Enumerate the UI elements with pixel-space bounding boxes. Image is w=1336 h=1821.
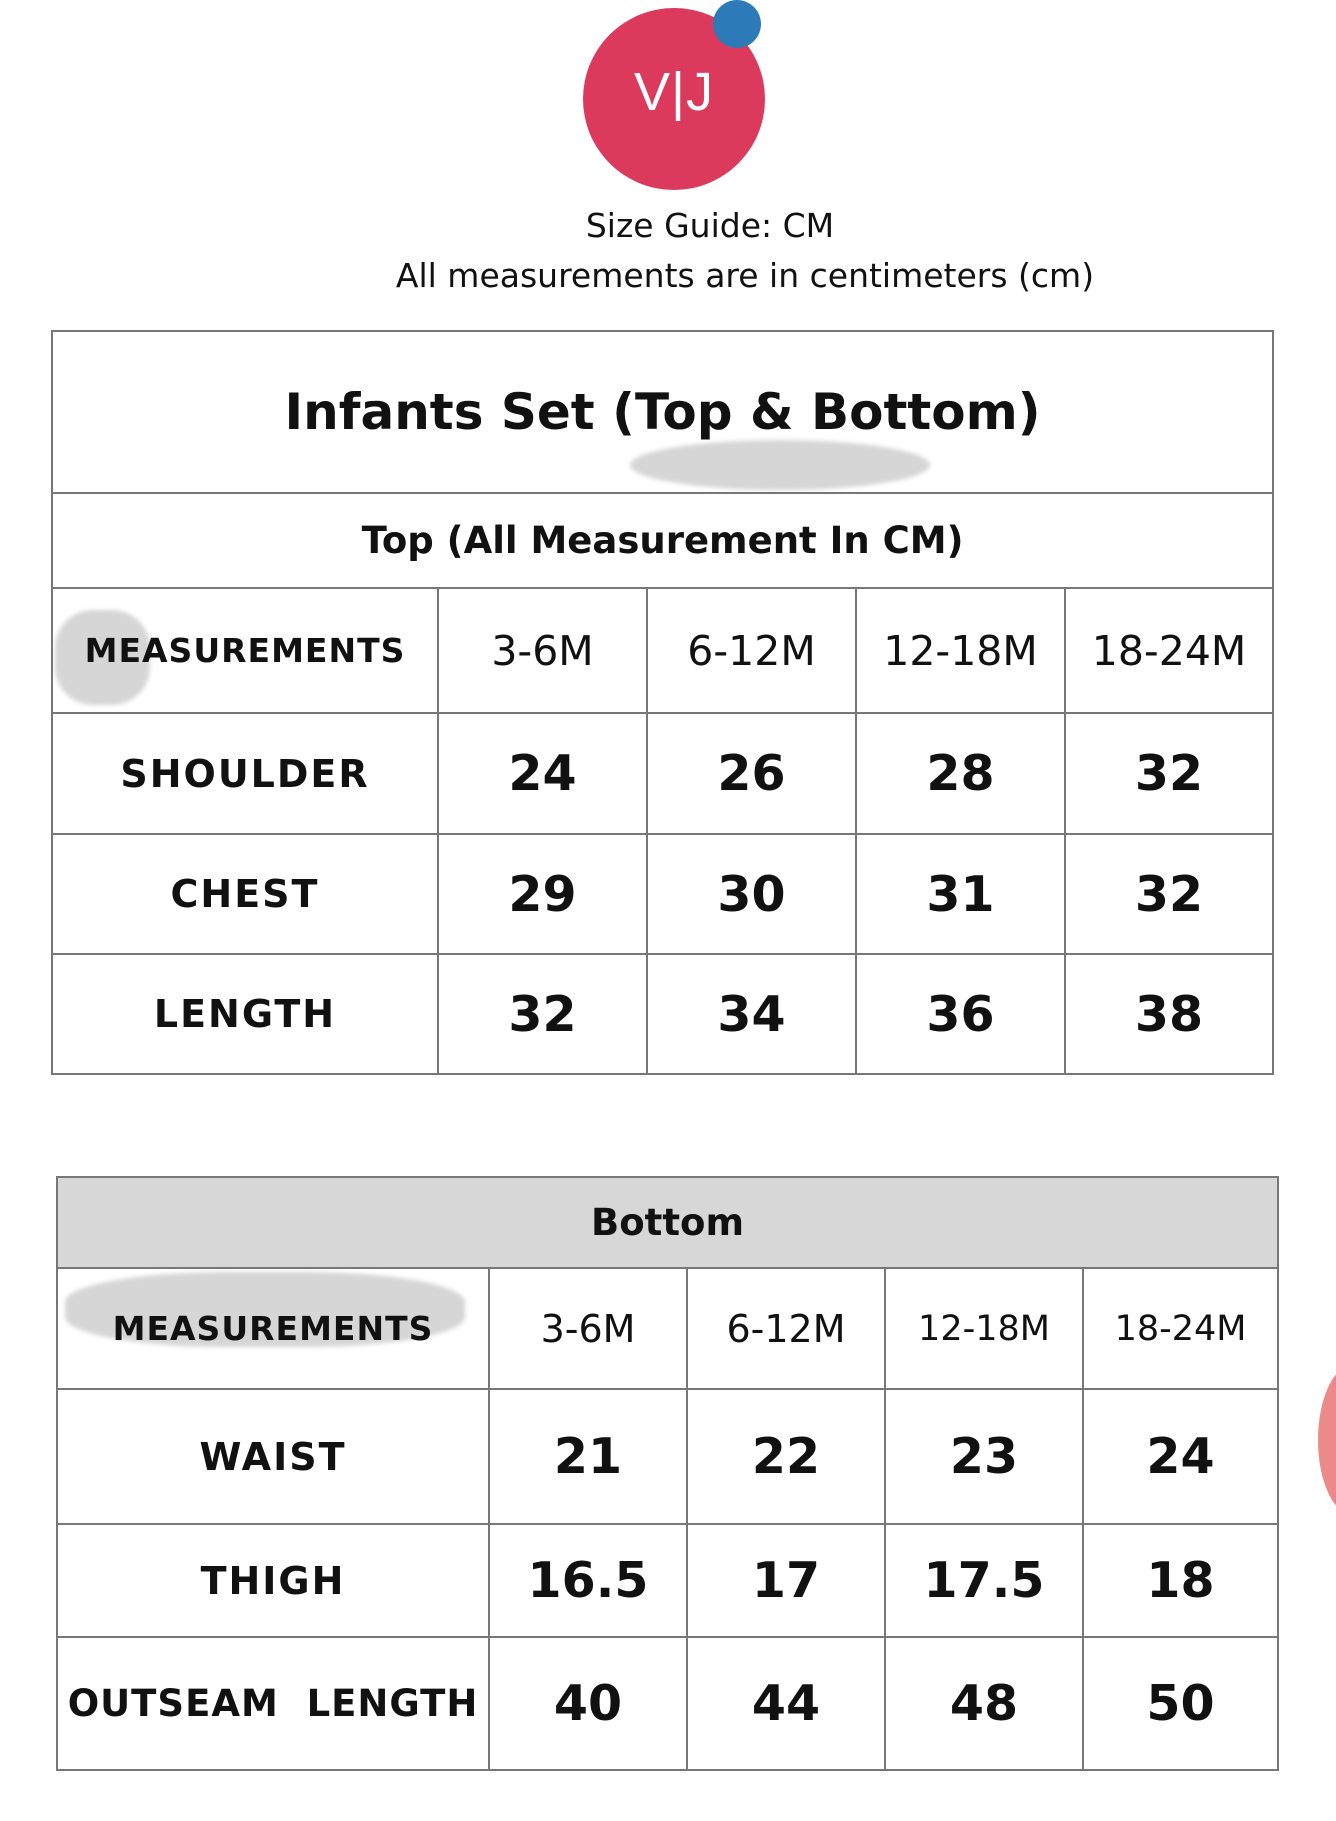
cell-value: 24	[1083, 1389, 1278, 1524]
cell-value: 38	[1065, 954, 1273, 1074]
cell-value: 26	[647, 713, 856, 834]
table-title: Infants Set (Top & Bottom)	[52, 331, 1273, 493]
table-row	[52, 713, 1273, 834]
cell-value: 28	[856, 713, 1065, 834]
cell-value: 17	[687, 1524, 885, 1637]
cell-value: 21	[489, 1389, 687, 1524]
logo-text: V|J	[633, 62, 715, 122]
table-title: Bottom	[57, 1177, 1278, 1268]
header-size: 6-12M	[647, 588, 856, 713]
cell-value: 24	[438, 713, 647, 834]
cell-value: 40	[489, 1637, 687, 1770]
row-label: LENGTH	[52, 954, 438, 1074]
cell-value: 29	[438, 834, 647, 954]
size-guide-title: Size Guide: CM	[585, 206, 835, 245]
table-row	[52, 954, 1273, 1074]
cell-value: 17.5	[885, 1524, 1083, 1637]
size-guide-subtitle: All measurements are in centimeters (cm)	[395, 256, 1095, 295]
cell-value: 36	[856, 954, 1065, 1074]
row-label: THIGH	[57, 1524, 489, 1637]
table-row	[52, 834, 1273, 954]
cell-value: 34	[647, 954, 856, 1074]
row-label: SHOULDER	[52, 713, 438, 834]
header-size: 3-6M	[489, 1268, 687, 1389]
header-size: 6-12M	[687, 1268, 885, 1389]
bottom-size-table	[56, 1176, 1279, 1771]
cell-value: 44	[687, 1637, 885, 1770]
row-label: WAIST	[57, 1389, 489, 1524]
row-label: CHEST	[52, 834, 438, 954]
header-size: 18-24M	[1083, 1268, 1278, 1389]
table-row	[57, 1637, 1278, 1770]
decorative-arc	[1318, 1365, 1336, 1515]
row-label: OUTSEAM LENGTH	[57, 1637, 489, 1770]
cell-value: 18	[1083, 1524, 1278, 1637]
top-size-table	[51, 330, 1274, 1075]
logo-dot	[713, 0, 761, 48]
table-subtitle: Top (All Measurement In CM)	[52, 493, 1273, 588]
header-size: 12-18M	[885, 1268, 1083, 1389]
cell-value: 48	[885, 1637, 1083, 1770]
cell-value: 16.5	[489, 1524, 687, 1637]
table-row	[57, 1524, 1278, 1637]
cell-value: 32	[1065, 834, 1273, 954]
cell-value: 22	[687, 1389, 885, 1524]
cell-value: 30	[647, 834, 856, 954]
cell-value: 32	[1065, 713, 1273, 834]
header-row	[57, 1268, 1278, 1389]
table-row	[57, 1389, 1278, 1524]
header-row	[52, 588, 1273, 713]
header-size: 18-24M	[1065, 588, 1273, 713]
header-size: 3-6M	[438, 588, 647, 713]
cell-value: 32	[438, 954, 647, 1074]
header-measurements: MEASUREMENTS	[57, 1268, 489, 1389]
cell-value: 50	[1083, 1637, 1278, 1770]
header-size: 12-18M	[856, 588, 1065, 713]
header-measurements: MEASUREMENTS	[52, 588, 438, 713]
cell-value: 23	[885, 1389, 1083, 1524]
cell-value: 31	[856, 834, 1065, 954]
